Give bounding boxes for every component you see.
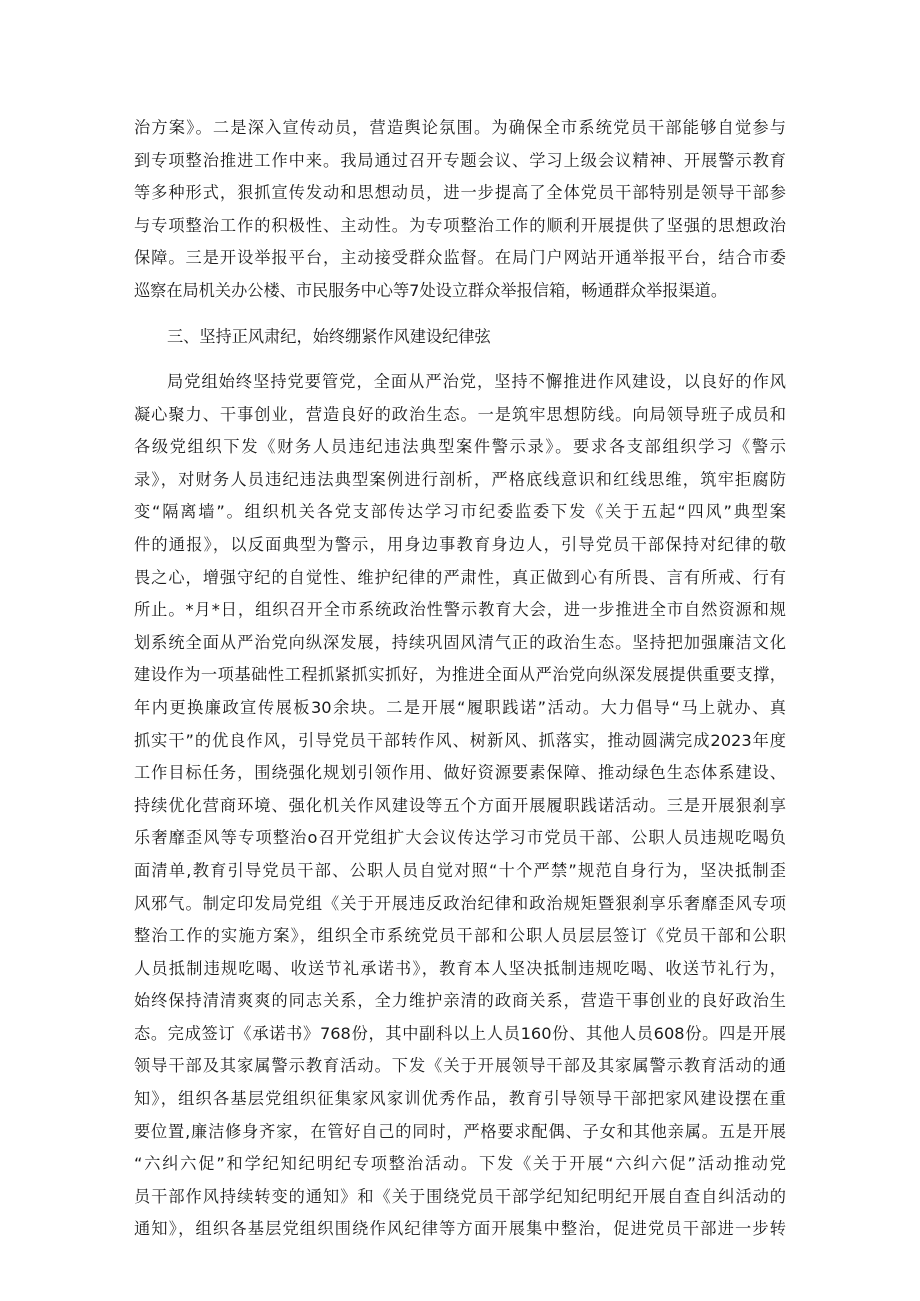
paragraph-line: 建设作为一项基础性工程抓紧抓实抓好，为推进全面从严治党向纵深发展提供重要支撑， <box>134 665 786 685</box>
paragraph-line: 局党组始终坚持党要管党，全面从严治党，坚持不懈推进作风建设，以良好的作风 <box>167 372 786 391</box>
paragraph-line: 面清单,教育引导党员干部、公职人员自觉对照“十个严禁”规范自身行为，坚决抵制歪 <box>134 860 786 880</box>
paragraph-line: 凝心聚力、干事创业，营造良好的政治生态。一是筑牢思想防线。向局领导班子成员和 <box>134 404 786 424</box>
paragraph-line: 各级党组织下发《财务人员违纪违法典型案件警示录》。要求各支部组织学习《警示 <box>134 437 786 457</box>
paragraph-line: 始终保持清清爽爽的同志关系，全力维护亲清的政商关系，营造干事创业的良好政治生 <box>134 991 786 1011</box>
paragraph-line: 抓实干”的优良作风，引导党员干部转作风、树新风、抓落实，推动圆满完成2023年度 <box>134 730 786 750</box>
paragraph-line: 与专项整治工作的积极性、主动性。为专项整治工作的顺利开展提供了坚强的思想政治 <box>134 215 786 235</box>
paragraph-line: 录》，对财务人员违纪违法典型案例进行剖析，严格底线意识和红线思维，筑牢拒腐防 <box>134 469 786 489</box>
paragraph-2 <box>134 366 786 1246</box>
paragraph-line: 风邪气。制定印发局党组《关于开展违反政治纪律和政治规矩暨狠刹享乐奢靡歪风专项 <box>134 893 786 913</box>
paragraph-line: 年内更换廉政宣传展板30余块。二是开展“履职践诺”活动。大力倡导“马上就办、真 <box>134 697 786 717</box>
paragraph-line: 工作目标任务，围绕强化规划引领作用、做好资源要素保障、推动绿色生态体系建设、 <box>134 763 786 783</box>
paragraph-1 <box>134 112 786 308</box>
section-heading-text: 三、坚持正风肃纪，始终绷紧作风建设纪律弦 <box>167 327 491 346</box>
paragraph-line: 件的通报》，以反面典型为警示，用身边事教育身边人，引导党员干部保持对纪律的敬 <box>134 534 786 554</box>
paragraph-line: 到专项整治推进工作中来。我局通过召开专题会议、学习上级会议精神、开展警示教育 <box>134 150 786 170</box>
paragraph-line: 整治工作的实施方案》，组织全市系统党员干部和公职人员层层签订《党员干部和公职 <box>134 926 786 946</box>
paragraph-line: 态。完成签订《承诺书》768份，其中副科以上人员160份、其他人员608份。四是开展 <box>134 1023 786 1043</box>
paragraph-line: “六纠六促”和学纪知纪明纪专项整治活动。下发《关于开展“六纠六促”活动推动党 <box>134 1154 786 1174</box>
paragraph-line: 人员抵制违规吃喝、收送节礼承诺书》，教育本人坚决抵制违规吃喝、收送节礼行为， <box>134 958 786 978</box>
paragraph-line: 知》，组织各基层党组织征集家风家训优秀作品，教育引导领导干部把家风建设摆在重 <box>134 1089 786 1109</box>
paragraph-line: 所止。*月*日，组织召开全市系统政治性警示教育大会，进一步推进全市自然资源和规 <box>134 600 786 620</box>
paragraph-line: 员干部作风持续转变的通知》和《关于围绕党员干部学纪知纪明纪开展自查自纠活动的 <box>134 1186 786 1206</box>
paragraph-line: 乐奢靡歪风等专项整治o召开党组扩大会议传达学习市党员干部、公职人员违规吃喝负 <box>134 828 786 848</box>
paragraph-line: 保障。三是开设举报平台，主动接受群众监督。在局门户网站开通举报平台，结合市委 <box>134 248 786 268</box>
paragraph-line: 要位置,廉洁修身齐家，在管好自己的同时，严格要求配偶、子女和其他亲属。五是开展 <box>134 1121 786 1141</box>
paragraph-line: 划系统全面从严治党向纵深发展，持续巩固风清气正的政治生态。坚持把加强廉洁文化 <box>134 632 786 652</box>
paragraph-line: 巡察在局机关办公楼、市民服务中心等7处设立群众举报信箱，畅通群众举报渠道。 <box>134 280 728 300</box>
paragraph-line: 治方案》。二是深入宣传动员，营造舆论氛围。为确保全市系统党员干部能够自觉参与 <box>134 118 786 137</box>
paragraph-line: 通知》，组织各基层党组织围绕作风纪律等方面开展集中整治，促进党员干部进一步转 <box>134 1219 786 1239</box>
paragraph-line: 畏之心，增强守纪的自觉性、维护纪律的严肃性，真正做到心有所畏、言有所戒、行有 <box>134 567 786 587</box>
section-heading-3 <box>134 321 786 354</box>
paragraph-line: 领导干部及其家属警示教育活动。下发《关于开展领导干部及其家属警示教育活动的通 <box>134 1056 786 1076</box>
paragraph-line: 等多种形式，狠抓宣传发动和思想动员，进一步提高了全体党员干部特别是领导干部参 <box>134 183 786 203</box>
paragraph-line: 变“隔离墙”。组织机关各党支部传达学习市纪委监委下发《关于五起“四风”典型案 <box>134 502 786 522</box>
paragraph-line: 持续优化营商环境、强化机关作风建设等五个方面开展履职践诺活动。三是开展狠刹享 <box>134 795 786 815</box>
